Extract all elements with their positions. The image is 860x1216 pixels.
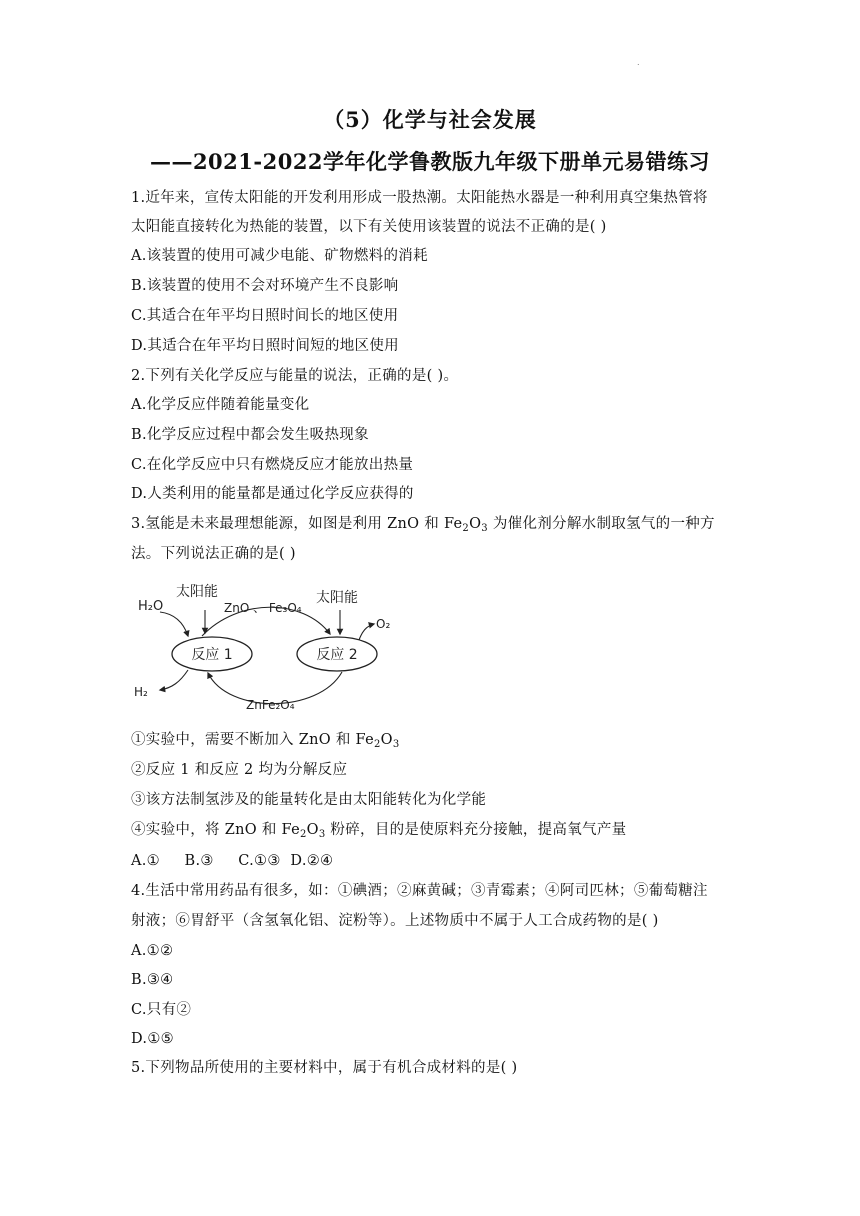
h2-arrow — [160, 670, 188, 690]
sun2-label: 太阳能 — [316, 590, 358, 606]
sun1-label: 太阳能 — [176, 584, 218, 600]
h2o-label: H₂O — [138, 599, 164, 614]
q1-option-a: A.该装置的使用可减少电能、矿物燃料的消耗 — [131, 248, 428, 264]
q1-stem-line1: 1.近年来，宣传太阳能的开发利用形成一股热潮。太阳能热水器是一种利用真空集热管将 — [131, 190, 708, 206]
q4-option-a: A.①② — [131, 943, 174, 959]
q4-option-b: B.③④ — [131, 972, 174, 988]
catalyst-top-label: ZnO 、 Fe₃O₄ — [224, 601, 302, 615]
q1-option-c: C.其适合在年平均日照时间长的地区使用 — [131, 308, 399, 324]
q3-statement-4: ④实验中，将 ZnO 和 $Fe_2O_3$ 粉碎，目的是使原料充分接触，提高氧气产量 — [131, 822, 627, 840]
q2-option-c: C.在化学反应中只有燃烧反应才能放出热量 — [131, 457, 414, 473]
q1-option-b: B.该装置的使用不会对环境产生不良影响 — [131, 278, 399, 294]
q3-stem-line2: 法。下列说法正确的是( ) — [131, 546, 296, 562]
q5-stem: 5.下列物品所使用的主要材料中，属于有机合成材料的是( ) — [131, 1060, 518, 1076]
o2-arrow — [359, 624, 374, 640]
q4-option-d: D.①⑤ — [131, 1031, 174, 1047]
q3-stem-line1: 3.氢能是未来最理想能源，如图是利用 ZnO 和 $Fe_2O_3$ 为催化剂分解水制取氢气的一种方 — [131, 516, 715, 534]
q4-stem-line2: 射液；⑥胃舒平（含氢氧化铝、淀粉等）。上述物质中不属于人工合成药物的是( ) — [131, 913, 659, 929]
reaction2-label: 反应 2 — [316, 647, 358, 663]
reaction1-label: 反应 1 — [191, 647, 233, 663]
hydrogen-production-diagram — [128, 576, 408, 716]
page-title: （5）化学与社会发展 — [323, 107, 537, 132]
q2-option-d: D.人类利用的能量都是通过化学反应获得的 — [131, 486, 414, 502]
q1-stem-line2: 太阳能直接转化为热能的装置，以下有关使用该装置的说法不正确的是( ) — [131, 219, 607, 235]
q3-statement-1: ①实验中，需要不断加入 ZnO 和 $Fe_2O_3$ — [131, 732, 400, 750]
h2o-arrow — [160, 612, 188, 636]
q3-statement-3: ③该方法制氢涉及的能量转化是由太阳能转化为化学能 — [131, 792, 487, 808]
q2-stem: 2.下列有关化学反应与能量的说法，正确的是( )。 — [131, 368, 459, 384]
q4-option-c: C.只有② — [131, 1002, 192, 1018]
catalyst-bottom-label: ZnFe₂O₄ — [246, 698, 295, 712]
q3-options: A.① B.③ C.①③ D.②④ — [131, 853, 334, 869]
q2-option-a: A.化学反应伴随着能量变化 — [131, 397, 310, 413]
o2-label: O₂ — [376, 617, 391, 631]
page-subtitle: ——2021-2022学年化学鲁教版九年级下册单元易错练习 — [149, 149, 711, 174]
q1-option-d: D.其适合在年平均日照时间短的地区使用 — [131, 338, 399, 354]
h2-label: H₂ — [134, 685, 148, 699]
q3-statement-2: ②反应 1 和反应 2 均为分解反应 — [131, 762, 348, 778]
page-mark: . — [637, 58, 640, 67]
q2-option-b: B.化学反应过程中都会发生吸热现象 — [131, 427, 369, 443]
q4-stem-line1: 4.生活中常用药品有很多，如：①碘酒；②麻黄碱；③青霉素；④阿司匹林；⑤葡萄糖注 — [131, 883, 708, 899]
